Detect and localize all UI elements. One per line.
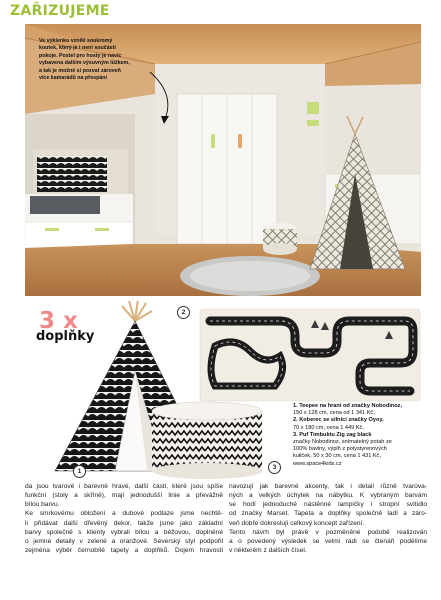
article-line: v některém z dalších čísel. [229, 547, 307, 555]
article-column-left [25, 482, 223, 555]
article-line: da jsou tvarově i barevně hravé, další části, které jsou spíše [25, 483, 223, 490]
product-detail: kuliček, 50 x 30 cm, cena 1 431 Kč, [293, 453, 381, 460]
product-item [293, 403, 413, 417]
pouf-illustration [152, 402, 262, 479]
product-detail: značky Nobodinoz, snímatelný potah ze [293, 439, 392, 446]
badge-number: 3 x [39, 308, 78, 334]
article-line: barvy společně s klienty vybrali bílou a béžovou, doplněné [25, 528, 223, 536]
article-line: navozují jak barevné akcenty, tak i detail různě tvarova- [229, 483, 427, 490]
article-column-right [229, 482, 427, 555]
product-item [293, 432, 413, 468]
product-item [293, 417, 413, 431]
caption-line: koutek, který je i není součástí [39, 45, 116, 52]
caption-line: a tak je možné si pozvat zároveň [39, 67, 121, 74]
product-title: 2. Koberec se silnicí značky Oyoy, [293, 417, 384, 424]
article-line: funkční (stoly a skříně), mají jednodušší linie a převážně [25, 492, 223, 500]
badge-label: doplňky [36, 329, 95, 344]
marker-3: 3 [268, 461, 281, 474]
article-line: bílou barvu. [25, 501, 60, 509]
product-title: 3. Puf Timbuktu Zig zag black [293, 431, 372, 438]
article-line: Ke smrkovému obložení a dubové podlaze jsme nechtě- [25, 510, 223, 518]
road-rug-illustration [200, 309, 420, 401]
product-detail: 100% bavlny, výplň z polystyrenových [293, 446, 387, 453]
caption-line: Ve výklenku vznikl soukromý [39, 38, 113, 44]
product-title: 1. Teepee na hraní od značky Nobodinoz, [293, 403, 402, 409]
products-panel [25, 301, 421, 481]
article-line: Tento návrh byl právě v pozměněné podobě realizován [229, 528, 427, 536]
product-detail: 70 x 180 cm, cena 1 449 Kč, [293, 424, 364, 431]
article-line: a o povedený výsledek se velmi rádi se čtenáři podělíme [229, 537, 427, 545]
caption-line: pokoje. Postel pro hosty je navíc [39, 52, 122, 59]
article-line: veň dobře dokreslují celkový koncept zařízení. [229, 519, 365, 527]
marker-2: 2 [177, 306, 190, 319]
section-title: ZAŘIZUJEME [10, 3, 110, 19]
article-line: se hodí jednoduché nástěnné lampičky i stropní svítidlo [229, 501, 427, 509]
marker-1: 1 [73, 465, 86, 478]
caption-line: vybavena dalším výsuvným lůžkem, [39, 60, 130, 67]
caption-line: více kamarádů na přespání [39, 75, 108, 82]
product-detail: 150 x 128 cm, cena od 1 341 Kč, [293, 410, 375, 417]
product-link[interactable]: www.space4kids.cz [293, 460, 342, 467]
article-line: zejména výběr černobílé tapety a doplňků. Dojem hravosti [25, 547, 223, 555]
article-line: od značky Marset. Tapeta a doplňky společně ladí a záro- [229, 510, 427, 518]
photo-caption [39, 38, 157, 82]
article-line: o jemné detaily v zelené a oranžové. Severský styl podpořil [25, 537, 223, 545]
article-line: li přidávat další dřevěný dekor, takže jsme jako základní [25, 519, 223, 527]
product-list [293, 403, 413, 468]
article-line: ných a velkých úchytek na nábytku. K vybraným barvám [229, 492, 427, 500]
